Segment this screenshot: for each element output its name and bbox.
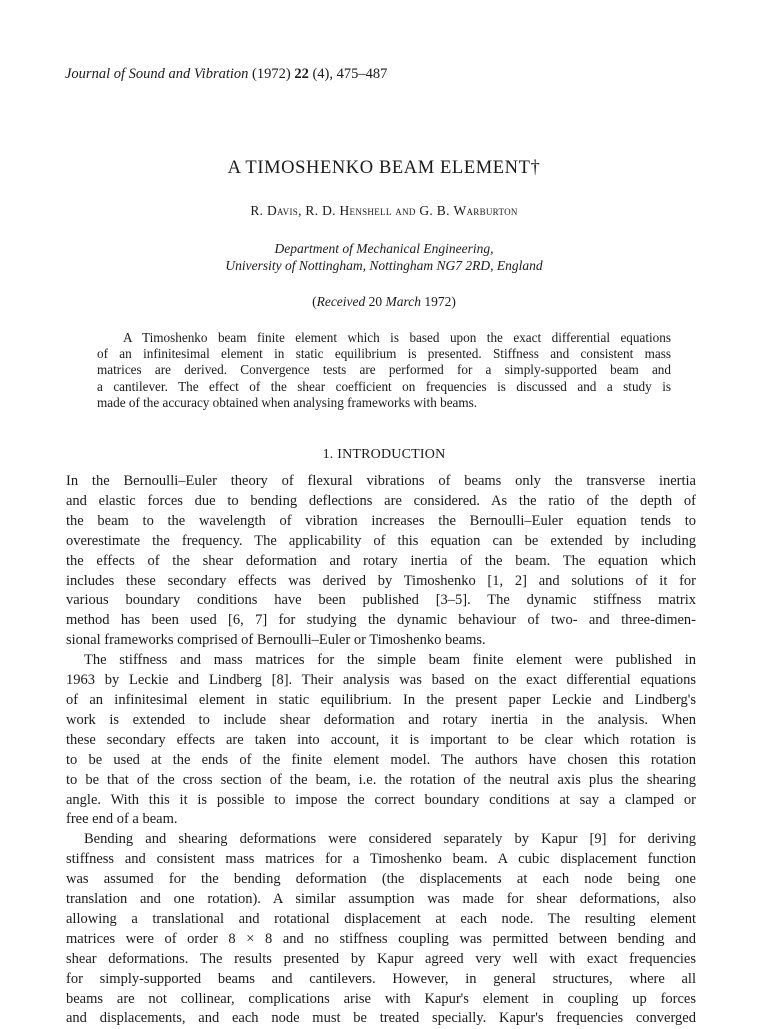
body-line: of an infinitesimal element in static equilibrium. In the present paper Leckie and Lindberg's (66, 691, 696, 708)
affiliation-university: University of Nottingham, Nottingham NG7 2RD, England (225, 258, 543, 273)
body-line: beams are not collinear, complications arise with Kapur's element in coupling up forces (66, 990, 696, 1007)
received-label: Received (316, 294, 366, 309)
section-heading: 1. INTRODUCTION (322, 447, 446, 462)
abstract-line: made of the accuracy obtained when analysing frameworks with beams. (97, 394, 478, 410)
body-line: method has been used [6, 7] for studying the dynamic behaviour of two- and three-dimen- (66, 612, 696, 629)
abstract-line: a cantilever. The effect of the shear coefficient on frequencies is discussed and a study is (97, 378, 671, 394)
body-line: angle. With this it is possible to impose the correct boundary conditions at say a clamped or (66, 791, 696, 808)
body-text (66, 472, 696, 1029)
body-line: and elastic forces due to bending deflections are considered. As the ratio of the depth of (66, 492, 696, 509)
body-line: these secondary effects are taken into account, it is important to be clear which rotation is (66, 731, 696, 748)
body-line: includes these secondary effects was derived by Timoshenko [1, 2] and solutions of it for (66, 572, 696, 589)
body-line: the effects of the shear deformation and rotary inertia of the beam. The equation which (66, 552, 696, 569)
body-line: free end of a beam. (66, 811, 178, 828)
abstract-line: matrices are derived. Convergence tests are performed for a simply-supported beam and (97, 362, 671, 378)
journal-year: (1972) (252, 66, 291, 82)
author-3-surname: Warburton (453, 203, 518, 218)
body-line: to be used at the ends of the finite element model. The authors have chosen this rotation (66, 751, 696, 768)
journal-citation (65, 66, 715, 83)
received-open-paren: ( (312, 294, 317, 309)
abstract (97, 330, 671, 411)
author-list (0, 203, 768, 219)
body-line: to be that of the cross section of the beam, i.e. the rotation of the neutral axis plus the shearing (66, 771, 696, 788)
author-and: and (391, 203, 420, 218)
body-line: overestimate the frequency. The applicability of this equation can be extended by including (66, 532, 696, 549)
journal-issue-pages: (4), 475–487 (312, 66, 388, 82)
journal-volume: 22 (294, 66, 309, 82)
paper-title: A TIMOSHENKO BEAM ELEMENT† (227, 158, 541, 178)
received-date (0, 294, 768, 310)
body-line: various boundary conditions have been published [3–5]. The dynamic stiffness matrix (66, 592, 696, 609)
affiliation-department: Department of Mechanical Engineering, (274, 241, 494, 256)
body-line: matrices were of order 8 × 8 and no stiffness coupling was permitted between bending and (66, 930, 696, 947)
body-line: was assumed for the bending deformation (the displacements at each node being one (66, 871, 696, 888)
body-line: and displacements, and each node must be treated specially. Kapur's frequencies converged (66, 1010, 696, 1027)
abstract-line: A Timoshenko beam finite element which is based upon the exact differential equations (123, 330, 671, 345)
body-line: In the Bernoulli–Euler theory of flexural vibrations of beams only the transverse inertia (66, 473, 696, 489)
body-line: for simply-supported beams and cantilevers. However, in general structures, where all (66, 970, 696, 987)
author-1-surname: Davis (266, 203, 299, 218)
body-line: allowing a translational and rotational displacement at each node. The resulting element (66, 910, 696, 927)
body-line: translation and one rotation). A similar assumption was made for shear deformations, also (66, 891, 696, 908)
received-day: 20 (365, 294, 386, 309)
body-line: the beam to the wavelength of vibration increases the Bernoulli–Euler equation tends to (66, 512, 696, 529)
body-line: Bending and shearing deformations were considered separately by Kapur [9] for deriving (84, 831, 696, 848)
author-3-initials: G. B. (419, 203, 454, 218)
body-line: work is extended to include shear deformation and rotary inertia in the analysis. When (66, 711, 696, 728)
author-2-surname: Henshell (339, 203, 392, 218)
author-separator: , R. D. (298, 203, 340, 218)
body-line: 1963 by Leckie and Lindberg [8]. Their analysis was based on the exact differential equations (66, 672, 696, 689)
body-line: sional frameworks comprised of Bernoulli–Euler or Timoshenko beams. (66, 632, 486, 649)
body-line: stiffness and consistent mass matrices for a Timoshenko beam. A cubic displacement function (66, 851, 696, 868)
body-line: shear deformations. The results presented by Kapur agreed very well with exact frequencies (66, 950, 696, 967)
author-1-initials: R. (250, 203, 267, 218)
abstract-line: of an infinitesimal element in static equilibrium is presented. Stiffness and consistent mass (97, 346, 671, 362)
received-month: March (385, 294, 422, 309)
body-line: The stiffness and mass matrices for the simple beam finite element were published in (84, 652, 696, 669)
journal-name: Journal of Sound and Vibration (65, 66, 249, 82)
received-year: 1972) (421, 294, 456, 309)
